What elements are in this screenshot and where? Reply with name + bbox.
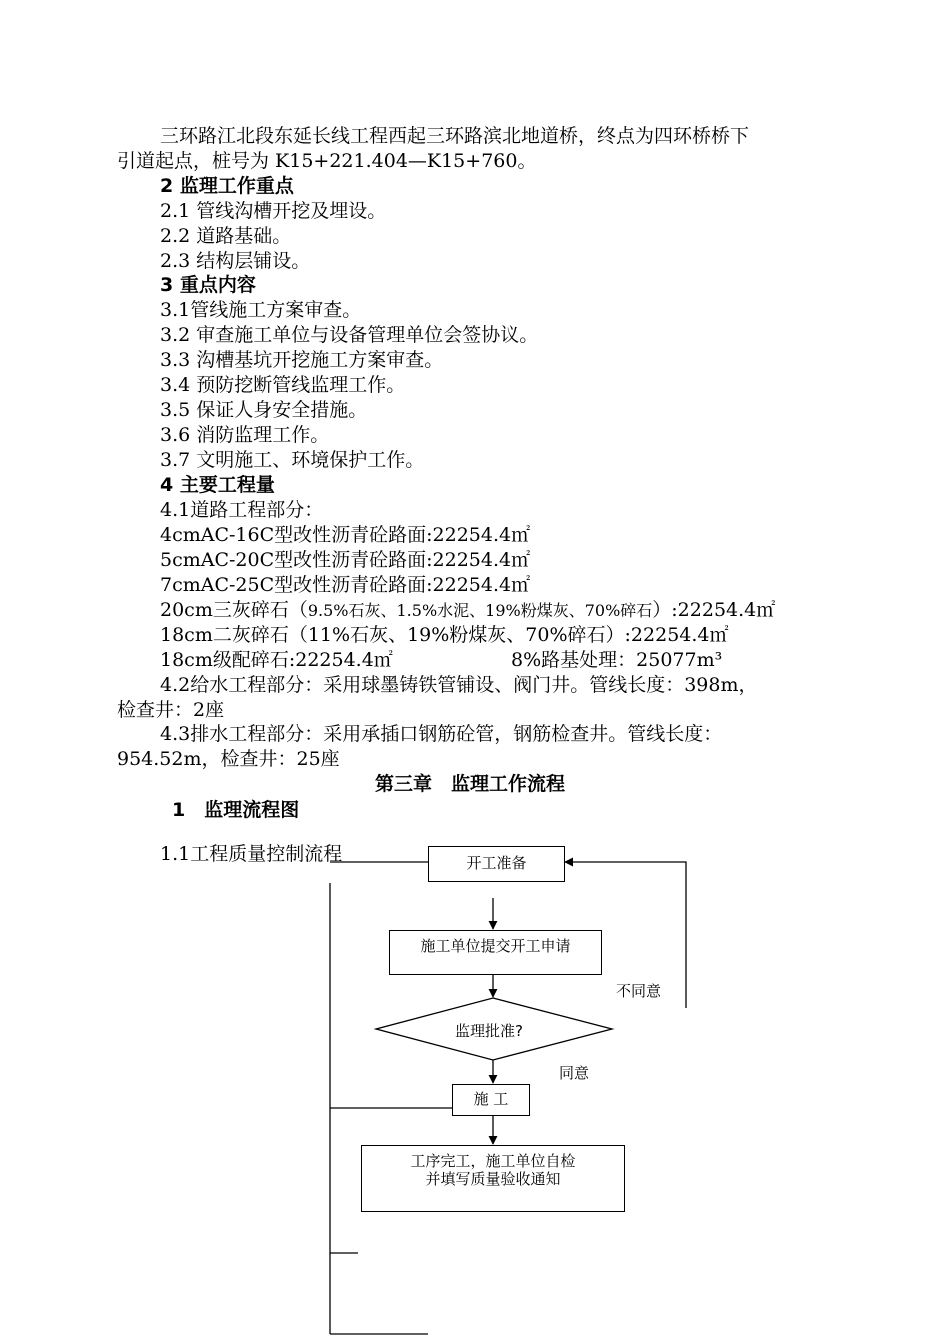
quantity-three-ash-a: 20cm三灰碎石（ bbox=[160, 599, 308, 621]
intro-line-1: 三环路江北段东延长线工程西起三环路滨北地道桥，终点为四环桥桥下 bbox=[160, 125, 750, 147]
quantity-ac16c: 4cmAC-16C型改性沥青砼路面:22254.4㎡ bbox=[160, 524, 531, 546]
quantity-ac20c: 5cmAC-20C型改性沥青砼路面:22254.4㎡ bbox=[160, 549, 531, 571]
flow-approve-label: 同意 bbox=[559, 1064, 590, 1082]
flow-decision-label: 监理批准? bbox=[455, 1022, 523, 1040]
section-1-1-title: 1.1工程质量控制流程 bbox=[160, 843, 343, 865]
item-4-1: 4.1道路工程部分： bbox=[160, 499, 324, 521]
item-3-5: 3.5 保证人身安全措施。 bbox=[160, 399, 368, 421]
flow-submit-box bbox=[389, 930, 602, 975]
quantity-three-ash-c: ）:22254.4㎡ bbox=[652, 599, 776, 621]
quantity-subgrade: 8%路基处理：25077m³ bbox=[511, 649, 723, 671]
item-4-2-line-2: 检查井：2座 bbox=[117, 699, 225, 721]
item-3-3: 3.3 沟槽基坑开挖施工方案审查。 bbox=[160, 349, 444, 371]
section-1-title: 1 监理流程图 bbox=[172, 799, 300, 821]
item-3-1: 3.1管线施工方案审查。 bbox=[160, 299, 362, 321]
flow-complete-line-1: 工序完工，施工单位自检 bbox=[410, 1152, 576, 1170]
item-2-1: 2.1 管线沟槽开挖及埋设。 bbox=[160, 200, 387, 222]
item-2-3: 2.3 结构层铺设。 bbox=[160, 250, 311, 272]
item-3-4: 3.4 预防挖断管线监理工作。 bbox=[160, 374, 406, 396]
item-3-7: 3.7 文明施工、环境保护工作。 bbox=[160, 449, 425, 471]
quantity-graded-gravel: 18cm级配碎石:22254.4㎡ bbox=[160, 649, 393, 671]
item-4-3-line-1: 4.3排水工程部分：采用承插口钢筋砼管，钢筋检查井。管线长度： bbox=[160, 723, 723, 745]
flow-construct-label: 施 工 bbox=[473, 1090, 509, 1108]
item-3-2: 3.2 审查施工单位与设备管理单位会签协议。 bbox=[160, 324, 539, 346]
flow-complete-line-2: 并填写质量验收通知 bbox=[425, 1170, 561, 1188]
intro-line-2: 引道起点，桩号为 K15+221.404—K15+760。 bbox=[117, 150, 537, 172]
flow-start-label: 开工准备 bbox=[466, 854, 527, 872]
item-2-2: 2.2 道路基础。 bbox=[160, 225, 292, 247]
item-3-6: 3.6 消防监理工作。 bbox=[160, 424, 330, 446]
quantity-ac25c: 7cmAC-25C型改性沥青砼路面:22254.4㎡ bbox=[160, 574, 531, 596]
quantity-two-ash: 18cm二灰碎石（11%石灰、19%粉煤灰、70%碎石）:22254.4㎡ bbox=[160, 624, 729, 646]
heading-2: 2 监理工作重点 bbox=[160, 175, 294, 197]
heading-3: 3 重点内容 bbox=[160, 274, 256, 296]
item-4-2-line-1: 4.2给水工程部分：采用球墨铸铁管铺设、阀门井。管线长度：398m， bbox=[160, 674, 758, 696]
flow-reject-label: 不同意 bbox=[616, 982, 662, 1000]
flow-start-box bbox=[428, 846, 565, 882]
quantity-three-ash-b: 9.5%石灰、1.5%水泥、19%粉煤灰、70%碎石 bbox=[307, 601, 653, 620]
heading-4: 4 主要工程量 bbox=[160, 474, 275, 496]
chapter-title: 第三章 监理工作流程 bbox=[375, 773, 566, 795]
flow-submit-label: 施工单位提交开工申请 bbox=[420, 937, 571, 955]
flow-construct-box bbox=[452, 1084, 530, 1116]
item-4-3-line-2: 954.52m，检查井：25座 bbox=[117, 748, 340, 770]
flow-complete-box bbox=[361, 1145, 625, 1212]
